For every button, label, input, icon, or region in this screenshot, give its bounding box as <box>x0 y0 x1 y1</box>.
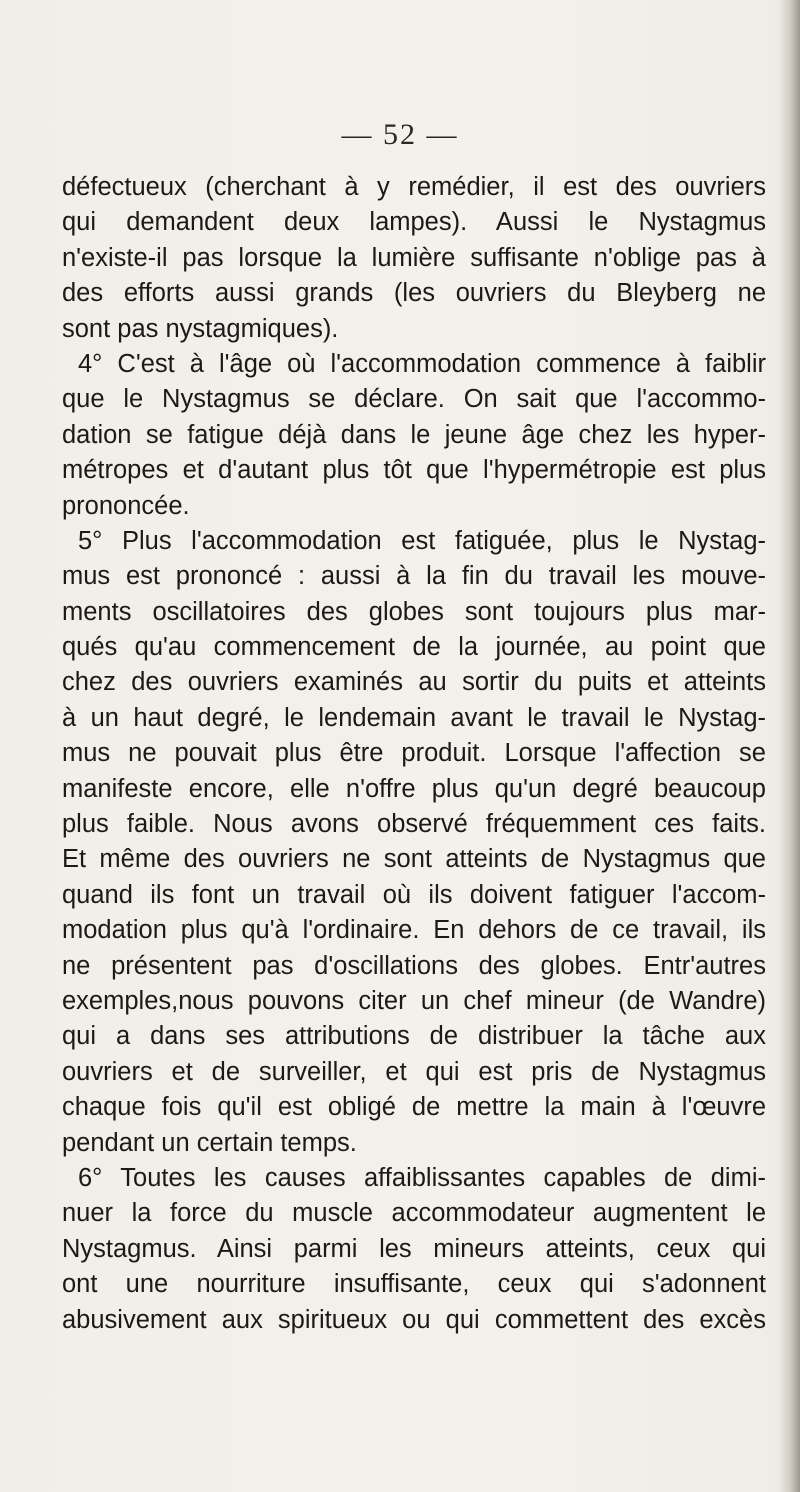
text-line: nuer la force du muscle accommodateur augmentent le <box>62 1199 766 1228</box>
text-line: chez des ouvriers examinés au sortir du puits et atteints <box>62 668 766 697</box>
text-line: manifeste encore, elle n'offre plus qu'un degré beaucoup <box>62 774 766 803</box>
text-line: mus est prononcé : aussi à la fin du travail les mouve- <box>62 562 766 591</box>
text-line: défectueux (cherchant à y remédier, il est des ouvriers <box>62 173 766 201</box>
text-line: ments oscillatoires des globes sont toujours plus mar- <box>62 597 766 626</box>
text-line: des efforts aussi grands (les ouvriers du Bleyberg ne <box>62 279 766 308</box>
body-text <box>62 170 766 1338</box>
page-number: — 52 — <box>341 118 459 151</box>
text-line: dation se fatigue déjà dans le jeune âge chez les hyper- <box>62 420 766 449</box>
text-line: ouvriers et de surveiller, et qui est pris de Nystagmus <box>62 1057 766 1086</box>
text-line: Et même des ouvriers ne sont atteints de Nystagmus que <box>62 845 766 874</box>
text-line: plus faible. Nous avons observé fréquemment ces faits. <box>62 810 766 839</box>
text-line: 6° Toutes les causes affaiblissantes capables de dimi- <box>78 1163 766 1192</box>
text-line: qui demandent deux lampes). Aussi le Nystagmus <box>62 208 766 237</box>
text-line: 4° C'est à l'âge où l'accommodation commence à faiblir <box>78 349 766 378</box>
text-line: 5° Plus l'accommodation est fatiguée, plus le Nystag- <box>78 526 766 555</box>
text-line: mus ne pouvait plus être produit. Lorsque l'affection se <box>62 739 766 768</box>
text-line: sont pas nystagmiques). <box>62 314 339 343</box>
text-line: n'existe-il pas lorsque la lumière suffisante n'oblige pas à <box>62 243 766 272</box>
text-line: exemples,nous pouvons citer un chef mineur (de Wandre) <box>62 986 766 1015</box>
text-line: abusivement aux spiritueux ou qui commettent des excès <box>62 1305 766 1334</box>
text-line: qués qu'au commencement de la journée, au point que <box>62 633 766 662</box>
text-line: ne présentent pas d'oscillations des globes. Entr'autres <box>62 951 766 980</box>
text-line: métropes et d'autant plus tôt que l'hypermétropie est plus <box>62 456 766 485</box>
text-line: qui a dans ses attributions de distribuer la tâche aux <box>62 1022 766 1051</box>
text-line: que le Nystagmus se déclare. On sait que l'accommo- <box>62 385 766 414</box>
page-edge-shadow <box>778 0 800 1492</box>
text-line: ont une nourriture insuffisante, ceux qui s'adonnent <box>62 1270 766 1299</box>
text-line: pendant un certain temps. <box>62 1128 357 1157</box>
text-line: modation plus qu'à l'ordinaire. En dehors de ce travail, ils <box>62 916 766 945</box>
text-line: chaque fois qu'il est obligé de mettre la main à l'œuvre <box>62 1093 766 1122</box>
text-line: Nystagmus. Ainsi parmi les mineurs atteints, ceux qui <box>62 1234 766 1263</box>
text-line: quand ils font un travail où ils doivent fatiguer l'accom- <box>62 880 766 909</box>
text-line: à un haut degré, le lendemain avant le travail le Nystag- <box>62 703 766 732</box>
text-line: prononcée. <box>62 491 190 520</box>
